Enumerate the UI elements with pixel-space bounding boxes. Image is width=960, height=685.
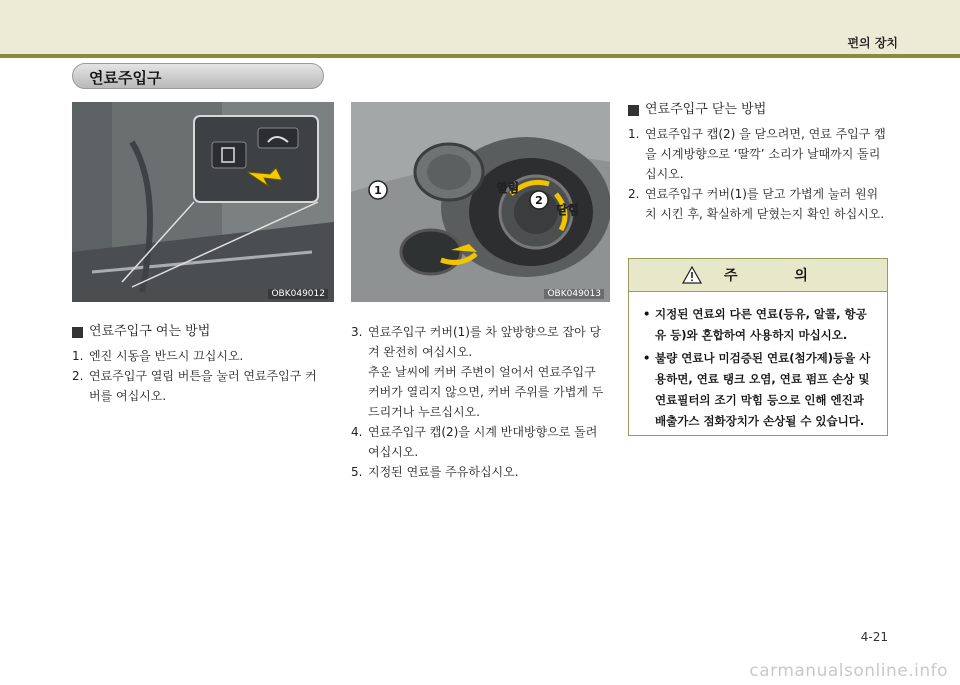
chapter-title: 편의 장치: [847, 36, 898, 50]
step-number: 1.: [628, 127, 640, 141]
photo-release-button: [72, 102, 334, 302]
close-method-section: [628, 100, 896, 224]
section-title: 연료주입구: [89, 69, 162, 87]
step-line: 치 시킨 후, 확실하게 닫혔는지 확인 하십시오.: [645, 207, 885, 221]
page-number: 4-21: [860, 630, 888, 644]
step-item: [351, 322, 613, 422]
step-item: [72, 346, 334, 366]
step-line: 연료주입구 커버(1)를 닫고 가볍게 눌러 원위: [645, 187, 879, 201]
open-method-heading: 연료주입구 여는 방법: [72, 322, 334, 342]
caution-header: [629, 259, 887, 292]
caution-list: [629, 292, 887, 432]
open-steps-list: [72, 346, 334, 406]
header-rule: [0, 54, 960, 58]
step-line: 버를 여십시오.: [89, 389, 167, 403]
close-steps-list: [628, 124, 896, 224]
step-line: 지정된 연료를 주유하십시오.: [368, 465, 519, 479]
step-line: 십시오.: [645, 167, 684, 181]
step-line: 을 시계방향으로 ‘딸깍’ 소리가 날때까지 돌리: [645, 147, 881, 161]
open-method-section: [72, 322, 334, 406]
warning-triangle-icon: [682, 266, 702, 284]
caution-title: 주 의: [724, 268, 834, 284]
step-item: [351, 422, 613, 462]
open-steps-cont-list: [351, 322, 613, 482]
square-bullet-icon: [628, 105, 639, 116]
caution-line: 연료필터의 조기 막힘 등으로 인해 엔진과: [655, 393, 864, 407]
square-bullet-icon: [72, 327, 83, 338]
step-item: [351, 462, 613, 482]
header-band: [0, 0, 960, 54]
step-number: 2.: [72, 369, 84, 383]
caution-line: 용하면, 연료 탱크 오염, 연료 펌프 손상 및: [655, 372, 870, 386]
step-line: 겨 완전히 여십시오.: [368, 345, 473, 359]
marker-1: 1: [374, 184, 382, 197]
step-line: 여십시오.: [368, 445, 419, 459]
step-number: 2.: [628, 187, 640, 201]
caution-line: 배출가스 점화장치가 손상될 수 있습니다.: [655, 414, 865, 428]
step-line: 연료주입구 캡(2) 을 닫으려면, 연료 주입구 캡: [645, 127, 886, 141]
step-line: 커버가 열리지 않으면, 커버 주위를 가볍게 두: [368, 385, 604, 399]
open-method-continued: [351, 322, 613, 482]
watermark: carmanualsonline.info: [749, 661, 948, 681]
step-line: 연료주입구 열림 버튼을 눌러 연료주입구 커: [89, 369, 317, 383]
step-item: [628, 124, 896, 184]
step-line: 연료주입구 캡(2)을 시계 반대방향으로 돌려: [368, 425, 598, 439]
step-item: [72, 366, 334, 406]
label-open: 열림: [496, 181, 520, 195]
step-number: 4.: [351, 425, 363, 439]
label-close: 닫힘: [556, 203, 580, 217]
step-number: 5.: [351, 465, 363, 479]
step-line: 엔진 시동을 반드시 끄십시오.: [89, 349, 244, 363]
caution-box: [628, 258, 888, 436]
step-line: 연료주입구 커버(1)를 차 앞방향으로 잡아 당: [368, 325, 602, 339]
photo-fuel-cap: [351, 102, 610, 302]
step-item: [628, 184, 896, 224]
caution-line: • 지정된 연료외 다른 연료(등유, 알콜, 항공: [655, 307, 867, 321]
caution-line: 유 등)와 혼합하여 사용하지 마십시오.: [655, 328, 848, 342]
section-title-pill: [72, 63, 324, 89]
close-method-heading: 연료주입구 닫는 방법: [628, 100, 896, 120]
step-line: 추운 날씨에 커버 주변이 얼어서 연료주입구: [368, 365, 596, 379]
photo-code: OBK049013: [544, 289, 604, 299]
photo-code: OBK049012: [268, 289, 328, 299]
step-number: 1.: [72, 349, 84, 363]
step-number: 3.: [351, 325, 363, 339]
marker-2: 2: [535, 194, 543, 207]
caution-item: [641, 348, 877, 432]
caution-line: • 불량 연료나 미검증된 연료(첨가제)등을 사: [655, 351, 871, 365]
step-line: 드리거나 누르십시오.: [368, 405, 480, 419]
caution-item: [641, 304, 877, 346]
